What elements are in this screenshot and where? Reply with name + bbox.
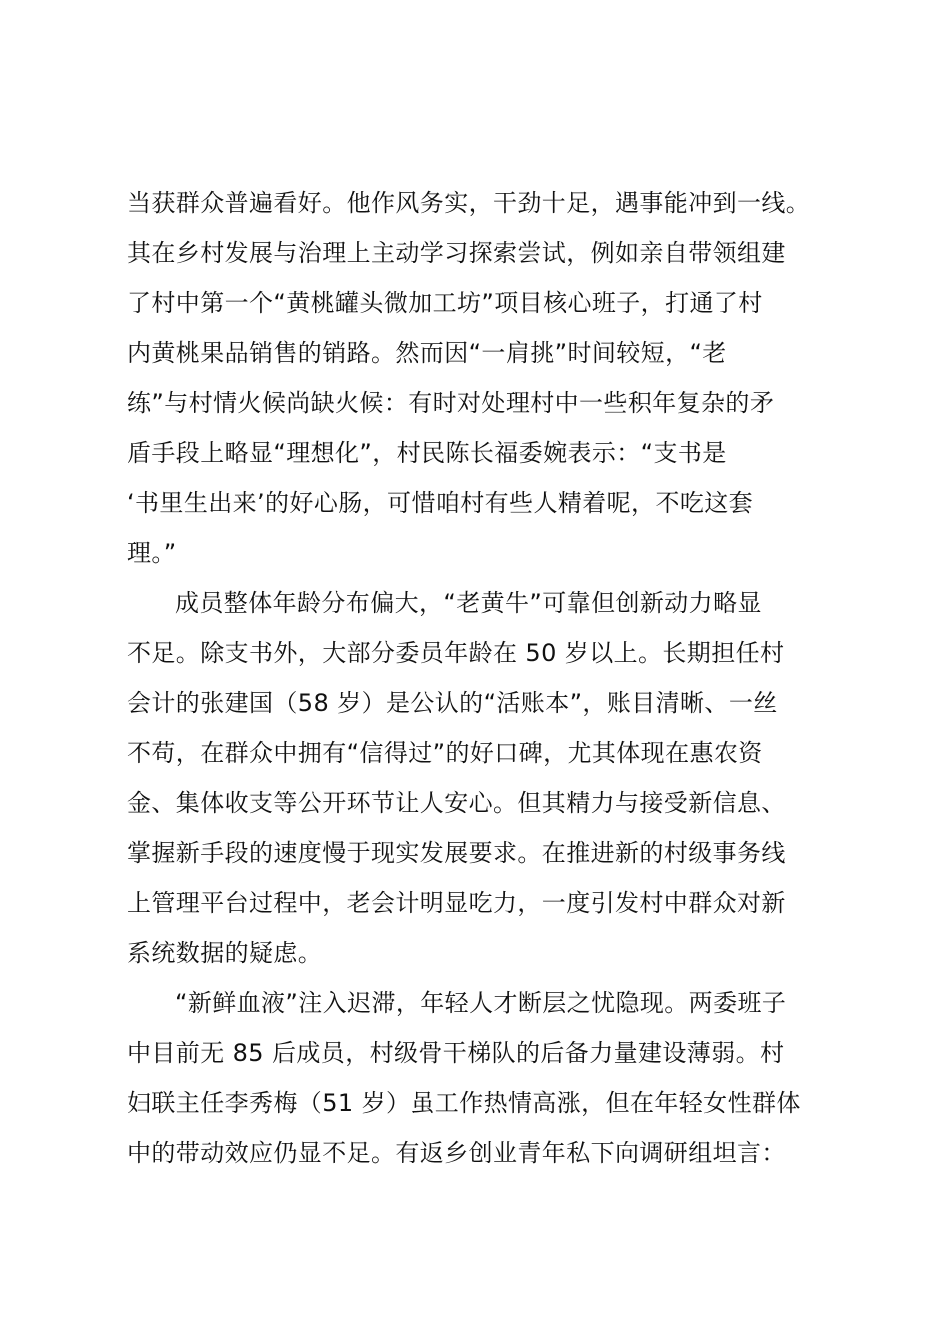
body-text [127, 178, 837, 1178]
text-line: 其在乡村发展与治理上主动学习探索尝试，例如亲自带领组建 [127, 239, 786, 267]
text-line: 掌握新手段的速度慢于现实发展要求。在推进新的村级事务线 [127, 839, 786, 867]
text-line: 当获群众普遍看好。他作风务实，干劲十足，遇事能冲到一线。 [127, 189, 811, 217]
text-line: 不苟，在群众中拥有“信得过”的好口碑，尤其体现在惠农资 [127, 739, 763, 767]
text-line: 理。” [127, 539, 177, 567]
text-line: 中目前无 85 后成员，村级骨干梯队的后备力量建设薄弱。村 [127, 1039, 785, 1067]
text-line: 练”与村情火候尚缺火候：有时对处理村中一些积年复杂的矛 [127, 389, 775, 417]
text-line: 妇联主任李秀梅（51 岁）虽工作热情高涨，但在年轻女性群体 [127, 1089, 801, 1117]
paragraph-start-line: 成员整体年龄分布偏大，“老黄牛”可靠但创新动力略显 [175, 589, 762, 617]
text-line: 盾手段上略显“理想化”，村民陈长福委婉表示：“支书是 [127, 439, 727, 467]
text-line: 不足。除支书外，大部分委员年龄在 50 岁以上。长期担任村 [127, 639, 785, 667]
text-line: 系统数据的疑虑。 [127, 939, 323, 967]
text-line: 会计的张建国（58 岁）是公认的“活账本”，账目清晰、一丝 [127, 689, 778, 717]
paragraph-start-line: “新鲜血液”注入迟滞，年轻人才断层之忧隐现。两委班子 [175, 989, 787, 1017]
text-line: ‘书里生出来’的好心肠，可惜咱村有些人精着呢，不吃这套 [127, 489, 754, 517]
text-line: 上管理平台过程中，老会计明显吃力，一度引发村中群众对新 [127, 889, 786, 917]
text-line: 内黄桃果品销售的销路。然而因“一肩挑”时间较短，“老 [127, 339, 727, 367]
text-line: 了村中第一个“黄桃罐头微加工坊”项目核心班子，打通了村 [127, 289, 763, 317]
text-line: 金、集体收支等公开环节让人安心。但其精力与接受新信息、 [127, 789, 786, 817]
text-line: 中的带动效应仍显不足。有返乡创业青年私下向调研组坦言： [127, 1139, 786, 1167]
